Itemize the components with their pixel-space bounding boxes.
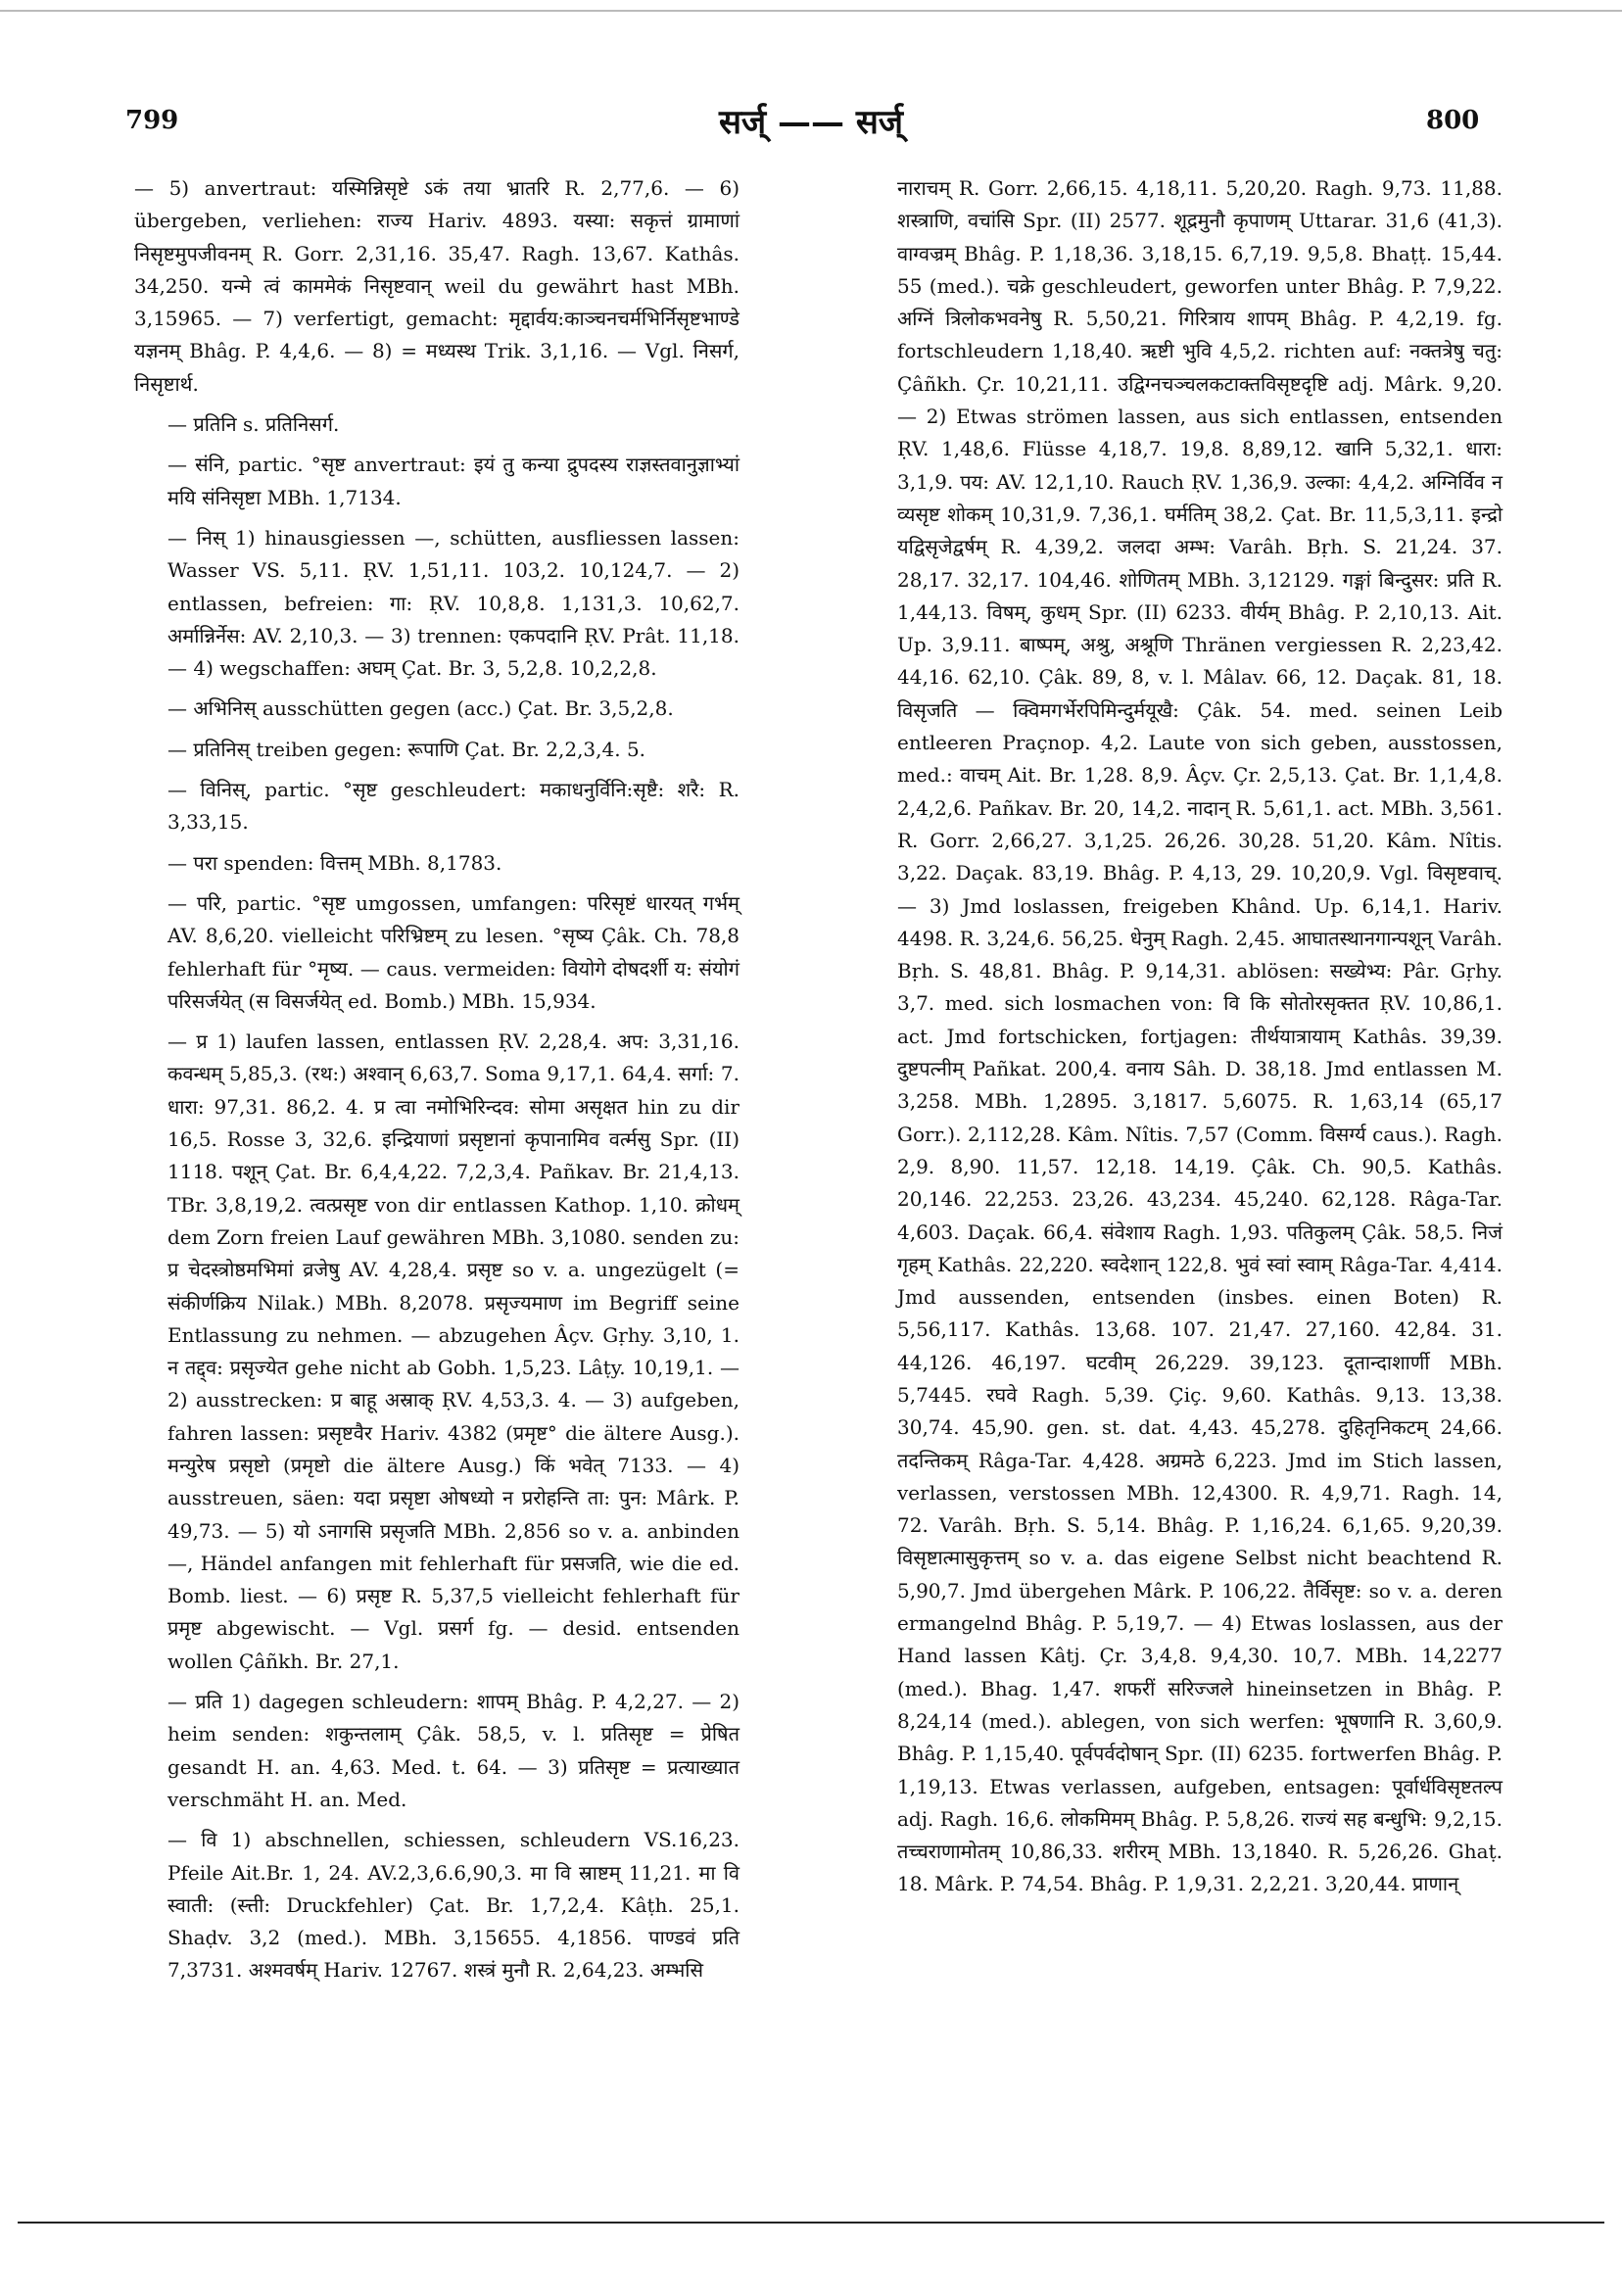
entry-vi: — वि 1) abschnellen, schiessen, schleudern VS.16,23. Pfeile Ait.Br. 1, 24. AV.2,3,6.6,90,3. मा वि स्राष्टम् 11,21. मा वि स्वाती: (स्त्ती: Druckfehler) Çat. Br. 1,7,2,4. Kâṭh. 25,1. Shaḍv. 3,2 (med.). MBh. 3,15655. 4,1856. पाण्डवं प्रति 7,3731. अश्मवर्षम् Hariv. 12767. शस्त्रं मुनौ R. 2,64,23. अम्भसि (167, 1828, 739, 1983)
entry-srj-continued: — 5) anvertraut: यस्मिन्निसृष्टे ऽकं तया भ्रातरि R. 2,77,6. — 6) übergeben, verliehen: राज्य Hariv. 4893. यस्या: सकृत्तं ग्रामाणां निसृष्टमुपजीवनम् R. Gorr. 2,31,16. 35,47. Ragh. 13,67. Kathâs. 34,250. यन्मे त्वं काममेकं निसृष्टवान् weil du gewährt hast MBh. 3,15965. — 7) verfertigt, gemacht: मृद्दार्वय:काञ्चनचर्मभिर्निसृष्टभाण्डे यज्ञनम् Bhâg. P. 4,4,6. — 8) = मध्यस्थ Trik. 3,1,16. — Vgl. निसर्ग, निसृष्टार्थ. (134, 176, 739, 396)
page-number-left: 799 (125, 106, 179, 135)
entry-vi-continued: नाराचम् R. Gorr. 2,66,15. 4,18,11. 5,20,20. Ragh. 9,73. 11,88. शस्त्राणि, वचांसि Spr. (II) 2577. शूद्रमुनौ कृपाणम् Uttarar. 31,6 (41,3). वाग्वज्रम् Bhâg. P. 1,18,36. 3,18,15. 6,7,19. 9,5,8. Bhaṭṭ. 15,44. 55 (med.). चक्रे geschleudert, geworfen unter Bhâg. P. 7,9,22. अग्निं त्रिलोकभवनेषु R. 5,50,21. गिरित्राय शापम् Bhâg. P. 4,2,19. fg. fortschleudern 1,18,40. ऋष्टी भुवि 4,5,2. richten auf: नक्तत्रेषु चतु: Çâñkh. Çr. 10,21,11. उद्विग्नचञ्चलकटाक्तविसृष्टदृष्टि adj. Mârk. 9,20. — 2) Etwas strömen lassen, aus sich entlassen, entsenden ṚV. 1,48,6. Flüsse 4,18,7. 19,8. 8,89,12. खानि 5,32,1. धारा: 3,1,9. पय: AV. 12,1,10. Rauch ṚV. 1,36,9. उल्का: 4,4,2. अग्निर्विव न व्यसृष्ट शोकम् 10,31,9. 7,36,1. घर्मतिम् 38,2. Çat. Br. 11,5,3,11. इन्द्रो यद्विसृजेद्वर्षम् R. 4,39,2. जलदा अम्भ: Varâh. Bṛh. S. 21,24. 37. 28,17. 32,17. 104,46. शोणितम् MBh. 3,12129. गङ्गां बिन्दुसर: प्रति R. 1,44,13. विषम्, कुधम् Spr. (II) 6233. वीर्यम् Bhâg. P. 2,10,13. Ait. Up. 3,9.11. बाष्पम्, अश्रु, अश्रूणि Thränen vergiessen R. 2,23,42. 44,16. 62,10. Çâk. 89, 8, v. l. Mâlav. 66, 12. Daçak. 81, 18. विसृजति — क्विमगर्भेरपिमिन्दुर्मयूखै: Çâk. 54. med. seinen Leib entleeren Praçnop. 4,2. Laute von sich geben, ausstossen, med.: वाचम् Ait. Br. 1,28. 8,9. Âçv. Çr. 2,5,13. Çat. Br. 1,1,4,8. 2,4,2,6. Pañkav. Br. 20, 14,2. नादान् R. 5,61,1. act. MBh. 3,561. R. Gorr. 2,66,27. 3,1,25. 26,26. 30,28. 51,20. Kâm. Nîtis. 3,22. Daçak. 83,19. Bhâg. P. 4,13, 29. 10,20,9. Vgl. विसृष्टवाच्. — 3) Jmd loslassen, freigeben Khând. Up. 6,14,1. Hariv. 4498. R. 3,24,6. 56,25. धेनुम् Ragh. 2,45. आघातस्थानगान्पशून् Varâh. Bṛh. S. 48,81. Bhâg. P. 9,14,31. ablösen: सख्येभ्य: Pâr. Gṛhy. 3,7. med. sich losmachen von: वि कि सोतोरसृक्तत ṚV. 10,86,1. act. Jmd fortschicken, fortjagen: तीर्थयात्रायाम् Kathâs. 39,39. दुष्टपत्नीम् Pañkat. 200,4. वनाय Sâh. D. 38,18. Jmd entlassen M. 3,258. MBh. 1,2895. 3,1817. 5,6075. R. 1,63,14 (65,17 Gorr.). 2,112,28. Kâm. Nîtis. 7,57 (Comm. विसर्ग्य caus.). Ragh. 2,9. 8,90. 11,57. 12,18. 14,19. Çâk. Ch. 90,5. Kathâs. 20,146. 22,253. 23,26. 43,234. 45,240. 62,128. Râga-Tar. 4,603. Daçak. 66,4. संवेशाय Ragh. 1,93. पतिकुलम् Çâk. 58,5. निजं गृहम् Kathâs. 22,220. स्वदेशान् 122,8. भुवं स्वां स्वाम् Râga-Tar. 4,414. Jmd aussenden, entsenden (insbes. einen Boten) R. 5,56,117. Kathâs. 13,68. 107. 21,47. 27,160. 42,84. 31. 44,126. 46,197. घटवीम् 26,229. 39,123. दूतान्दाशार्णी MBh. 5,7445. रघवे Ragh. 5,39. Çiç. 9,60. Kathâs. 9,13. 13,38. 30,74. 45,90. gen. st. dat. 4,43. 45,278. दुहितृनिकटम् 24,66. तदन्तिकम् Râga-Tar. 4,428. अग्रमठे 6,223. Jmd im Stich lassen, verlassen, verstossen MBh. 12,4300. R. 4,9,71. Ragh. 14, 72. Varâh. Bṛh. S. 5,14. Bhâg. P. 1,16,24. 6,1,65. 9,20,39. विसृष्टात्मासुकृत्तम् so v. a. das eigene Selbst nicht beachtend R. 5,90,7. Jmd übergehen Mârk. P. 106,22. तैर्विसृष्ट: so v. a. deren ermangelnd Bhâg. P. 5,19,7. — 4) Etwas loslassen, aus der Hand lassen Kâtj. Çr. 3,4,8. 9,4,30. 10,7. MBh. 14,2277 (med.). Bhag. 1,47. शफरीं सरिज्जले hineinsetzen in Bhâg. P. 8,24,14 (med.). ablegen, von sich werfen: भूषणानि R. 3,60,9. Bhâg. P. 1,15,40. पूर्वपर्वदोषान् Spr. (II) 6235. fortwerfen Bhâg. P. 1,19,13. Etwas verlassen, aufgeben, entsagen: पूर्वार्धविसृष्टतल्प adj. Ragh. 16,6. लोकमिमम् Bhâg. P. 5,8,26. राज्यं सह बन्धुभि: 9,2,15. तच्चराणामोतम् 10,86,33. शरीरम् MBh. 13,1840. R. 5,26,26. Ghaṭ. 18. Mârk. P. 74,54. Bhâg. P. 1,9,31. 2,2,21. 3,20,44. प्राणान् (897, 176, 1503, 1896)
page-number-right: 800 (1426, 106, 1480, 135)
top-scan-edge (0, 10, 1622, 12)
entry-samni: — संनि, partic. °सृष्ट anvertraut: इयं तु कन्या द्रुपदस्य राज्ञस्तवानुज्ञाभ्यां मयि संनिसृष्टा MBh. 1,7134. (167, 453, 739, 509)
entry-pratinis: — प्रतिनिस् treiben gegen: रूपाणि Çat. Br. 2,2,3,4. 5. (167, 737, 646, 761)
bottom-rule (18, 2222, 1604, 2224)
entry-vinis: — विनिस्, partic. °सृष्ट geschleudert: मकाधनुर्विनि:सृष्टै: शरै: R. 3,33,15. (167, 778, 739, 835)
entry-pari: — परि, partic. °सृष्ट umgossen, umfangen: परिसृष्टं धारयत् गर्भम् AV. 8,6,20. vielleicht परिभ्रिष्टम् zu lesen. °सृष्य Çâk. Ch. 78,8 fehlerhaft für °मृष्य. — caus. vermeiden: वियोगे दोषदर्शी य: संयोगं परिसर्जयेत् (स विसर्जयेत् ed. Bomb.) MBh. 15,934. (167, 890, 739, 1013)
entry-pra: — प्र 1) laufen lassen, entlassen ṚV. 2,28,4. अप: 3,31,16. कवन्धम् 5,85,3. (रथ:) अश्वान् 6,63,7. Soma 9,17,1. 64,4. सर्गा: 7. धारा: 97,31. 86,2. 4. प्र त्वा नमोभिरिन्दव: सोमा असृक्षत hin zu dir 16,5. Rosse 3, 32,6. इन्द्रियाणां प्रसृष्टानां कृपानामिव वर्त्मसु Spr. (II) 1118. पशून् Çat. Br. 6,4,4,22. 7,2,3,4. Pañkav. Br. 21,4,13. TBr. 3,8,19,2. त्वत्प्रसृष्ट von dir entlassen Kathop. 1,10. क्रोधम् dem Zorn freien Lauf gewähren MBh. 3,1080. senden zu: प्र चेदस्त्रोष्ठमभिमां व्रजेषु AV. 4,28,4. प्रसृष्ट so v. a. ungezügelt (= संकीर्णक्रिय Nilak.) MBh. 8,2078. प्रसृज्यमाण im Begriff seine Entlassung zu nehmen. — abzugehen Âçv. Gṛhy. 3,10, 1. न तद्द्व: प्रसृज्येत gehe nicht ab Gobh. 1,5,23. Lâṭy. 10,19,1. — 2) ausstrecken: प्र बाहू अस्राक् ṚV. 4,53,3. 4. — 3) aufgeben, fahren lassen: प्रसृष्टवैर Hariv. 4382 (प्रमृष्ट° die ältere Ausg.). मन्युरेष प्रसृष्टो (प्रमृष्टो die ältere Ausg.) किं भवेत् 7133. — 4) ausstreuen, säen: यदा प्रसृष्टा ओषध्यो न प्ररोहन्ति ता: पुन: Mârk. P. 49,73. — 5) यो ऽनागसि प्रसृजति MBh. 2,856 so v. a. anbinden —, Händel anfangen mit fehlerhaft für प्रसजति, wie die ed. Bomb. liest. — 6) प्रसृष्ट R. 5,37,5 vielleicht fehlerhaft für प्रमृष्ट abgewischt. — Vgl. प्रसर्ग fg. — desid. entsenden wollen Çâñkh. Br. 27,1. (167, 1029, 739, 1673)
left-column (134, 172, 739, 1987)
entry-pratini: — प्रतिनि s. प्रतिनिसर्ग. (167, 412, 340, 437)
right-column (897, 172, 1503, 1901)
entry-abhinis: — अभिनिस् ausschütten gegen (acc.) Çat. Br. 3,5,2,8. (167, 696, 674, 721)
entry-para: — परा spenden: वित्तम् MBh. 8,1783. (167, 850, 502, 875)
entry-prati: — प्रति 1) dagegen schleudern: शापम् Bhâg. P. 4,2,27. — 2) heim senden: शकुन्तलाम् Çâk. 58,5, v. l. प्रतिसृष्ट = प्रेषित gesandt H. an. 4,63. Med. t. 64. — 3) प्रतिसृष्ट = प्रत्याख्यात verschmäht H. an. Med. (167, 1690, 739, 1811)
running-headword: सर्ज् —— सर्ज् (718, 103, 904, 142)
entry-nis: — निस् 1) hinausgiessen —, schütten, ausfliessen lassen: Wasser VS. 5,11. ṚV. 1,51,11. 103,2. 10,124,7. — 2) entlassen, befreien: गा: ṚV. 10,8,8. 1,131,3. 10,62,7. अर्मान्निर्नेस: AV. 2,10,3. — 3) trennen: एकपदानि ṚV. Prât. 11,18. — 4) wegschaffen: अघम् Çat. Br. 3, 5,2,8. 10,2,2,8. (167, 525, 739, 681)
